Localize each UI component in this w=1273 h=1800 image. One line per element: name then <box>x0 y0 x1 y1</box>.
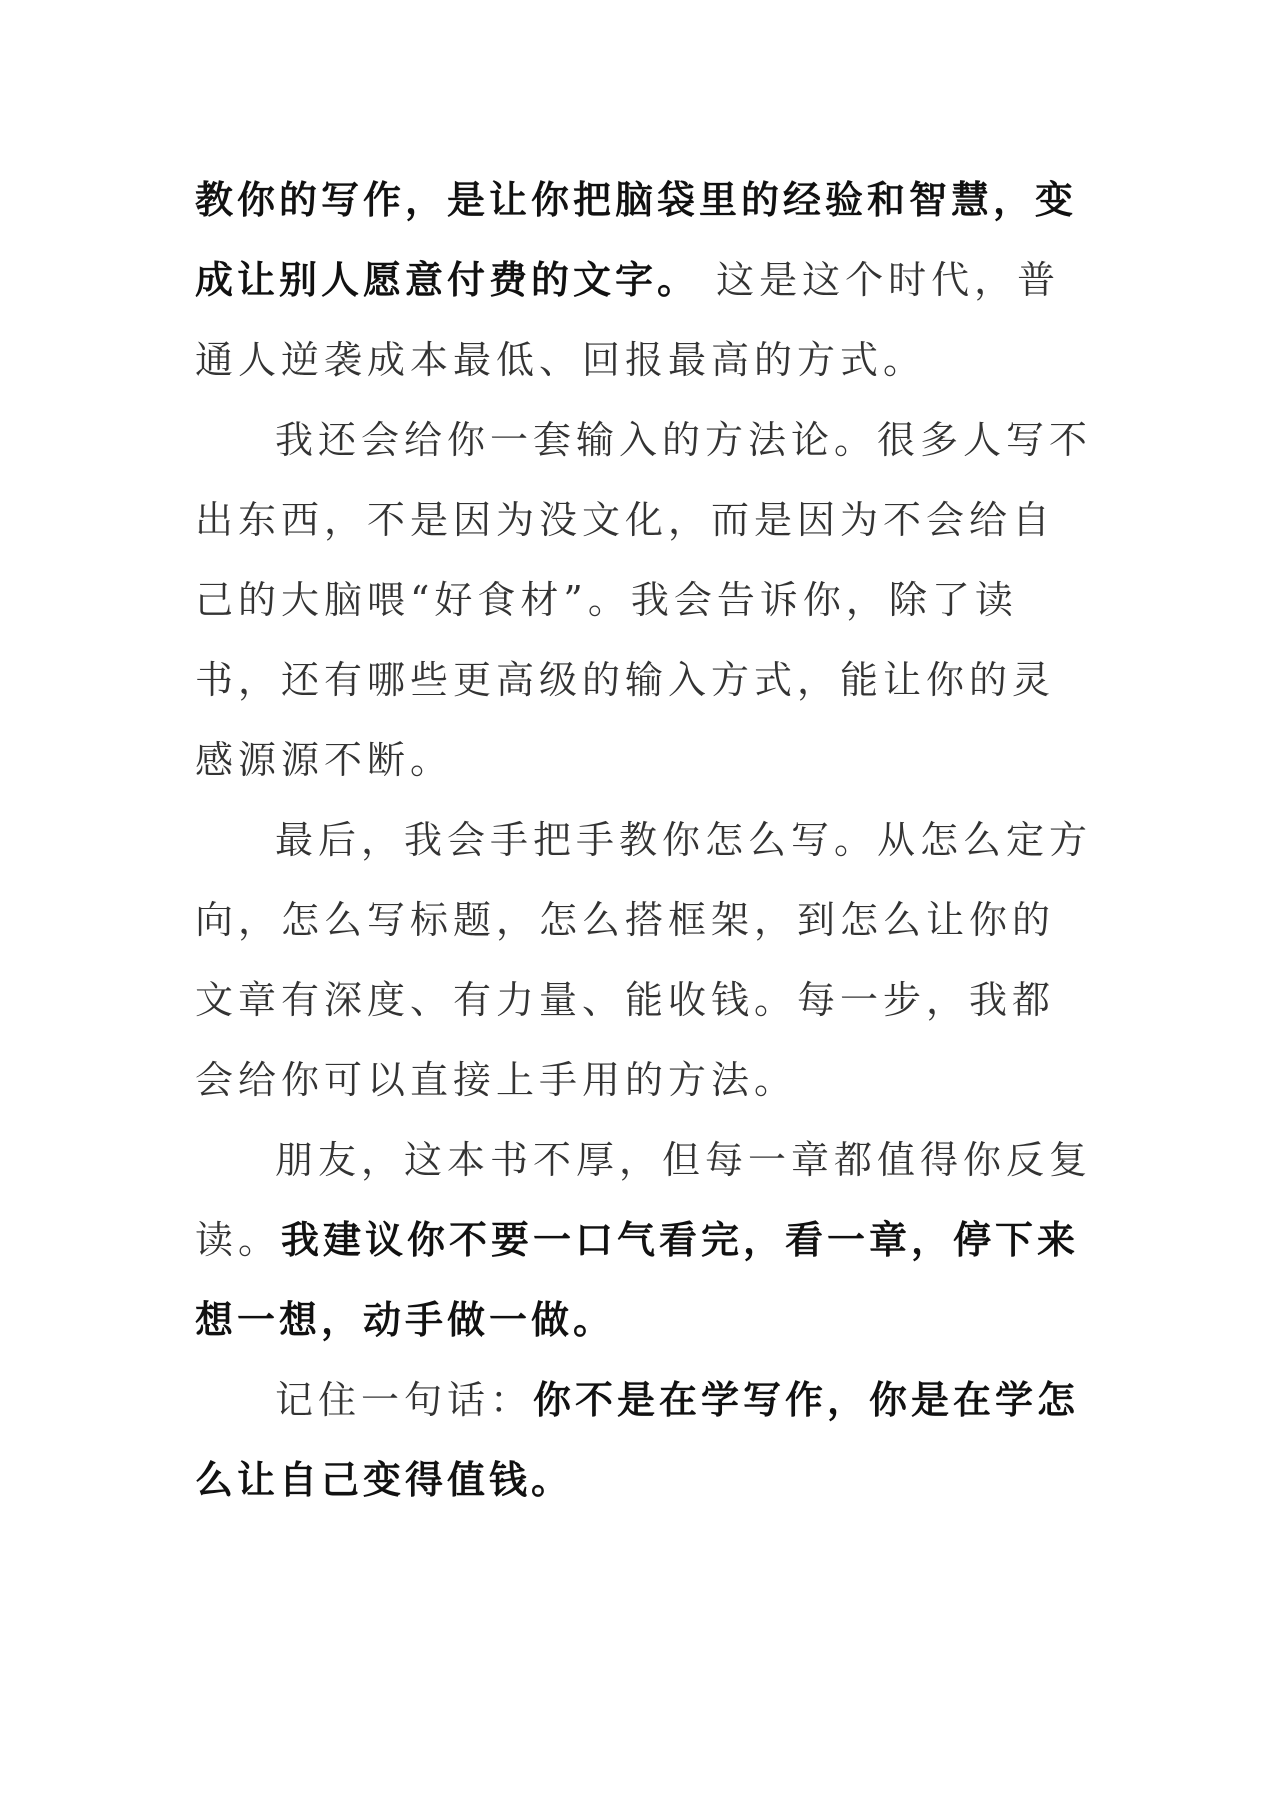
regular-text: 我还会给你一套输入的方法论。很多人写不出东西，不是因为没文化，而是因为不会给自己的大脑喂“好食材”。我会告诉你，除了读书，还有哪些更高级的输入方式，能让你的灵感源源不断。 <box>195 418 1093 782</box>
paragraph-4 <box>195 1120 1095 1360</box>
regular-text: 记住一句话： <box>275 1378 534 1422</box>
paragraph-3 <box>195 800 1095 1120</box>
body-text <box>195 160 1095 1520</box>
bold-text: 教你的写作，是让你把脑袋里的经验和智慧，变成让别人愿意付费的文字。 <box>195 178 1078 302</box>
bold-text: 你不是在学写作，你是在学怎么让自己变得值钱。 <box>195 1378 1080 1502</box>
paragraph-1 <box>195 160 1095 400</box>
regular-text: 这是这个时代，普通人逆袭成本最低、回报最高的方式。 <box>195 258 1061 382</box>
paragraph-2 <box>195 400 1095 800</box>
paragraph-5 <box>195 1360 1095 1520</box>
regular-text: 最后，我会手把手教你怎么写。从怎么定方向，怎么写标题，怎么搭框架，到怎么让你的文章有深度、有力量、能收钱。每一步，我都会给你可以直接上手用的方法。 <box>195 818 1093 1102</box>
regular-text: 朋友，这本书不厚，但每一章都值得你反复读。 <box>195 1138 1093 1262</box>
bold-text: 我建议你不要一口气看完，看一章，停下来想一想，动手做一做。 <box>195 1218 1080 1342</box>
